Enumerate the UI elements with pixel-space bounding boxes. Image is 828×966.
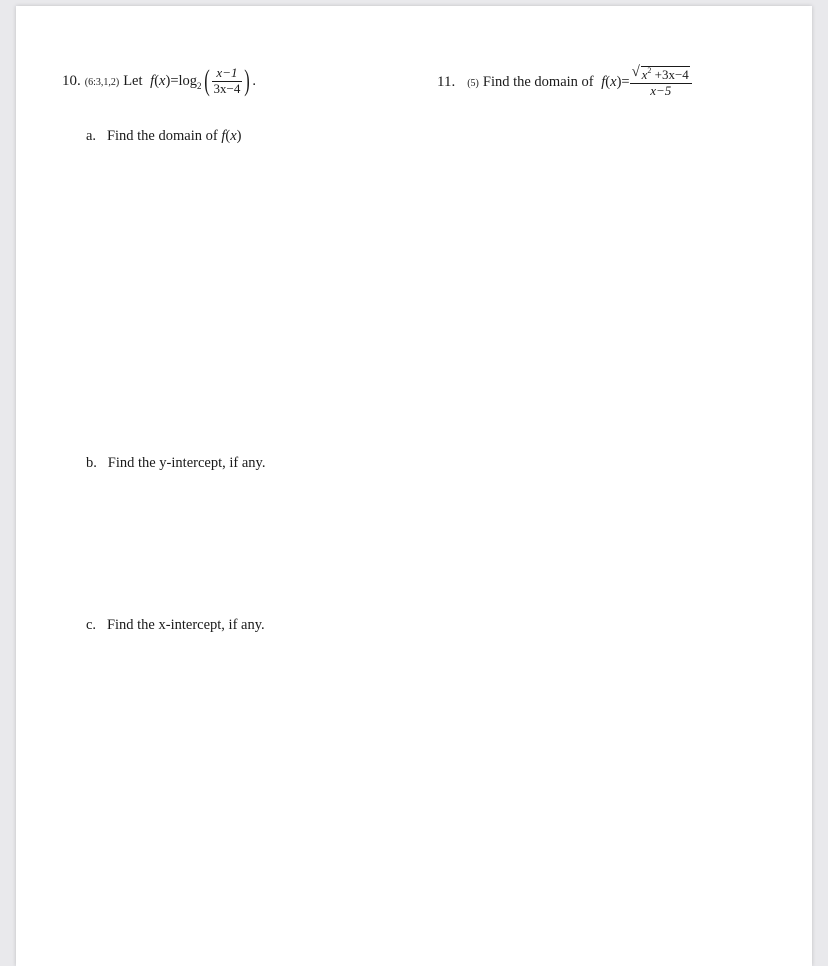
function-expression: $f(x)=\log_2$ xyxy=(150,73,202,92)
worksheet-page xyxy=(16,6,812,966)
right-paren: ) xyxy=(244,64,251,98)
rational-fraction: √ $x^2 +3x-4$ x−5 xyxy=(630,66,692,99)
left-paren: ( xyxy=(203,64,210,98)
points-label: (6:3,1,2) xyxy=(84,77,120,89)
function-expression: f(x)= xyxy=(601,74,630,91)
question-number: 10. xyxy=(62,73,81,90)
part-text: Find the domain of xyxy=(106,128,218,144)
square-root: √ $x^2 +3x-4$ xyxy=(631,64,689,82)
question-10: 10. (6:3,1,2) Let $f(x)=\log_2$( $\frac{x-1}{3x-4}$ ) . xyxy=(62,64,256,98)
question-number: 11. xyxy=(437,74,456,91)
question-11 xyxy=(437,66,692,99)
part-letter: b. xyxy=(86,455,97,471)
part-letter: c. xyxy=(86,617,97,633)
log-argument-fraction: $\frac{x-1}{3x-4}$ xyxy=(213,65,241,96)
part-c xyxy=(86,617,265,634)
part-letter: a. xyxy=(86,128,97,144)
points-label: (5) xyxy=(467,78,479,90)
part-text: Find the x-intercept, if any. xyxy=(106,617,265,633)
question-lead: Let xyxy=(123,73,143,90)
question-text: Find the domain of xyxy=(482,74,594,91)
part-a: a. Find the domain of f(x) xyxy=(86,128,242,144)
part-b xyxy=(86,455,265,472)
part-text: Find the y-intercept, if any. xyxy=(107,455,266,471)
